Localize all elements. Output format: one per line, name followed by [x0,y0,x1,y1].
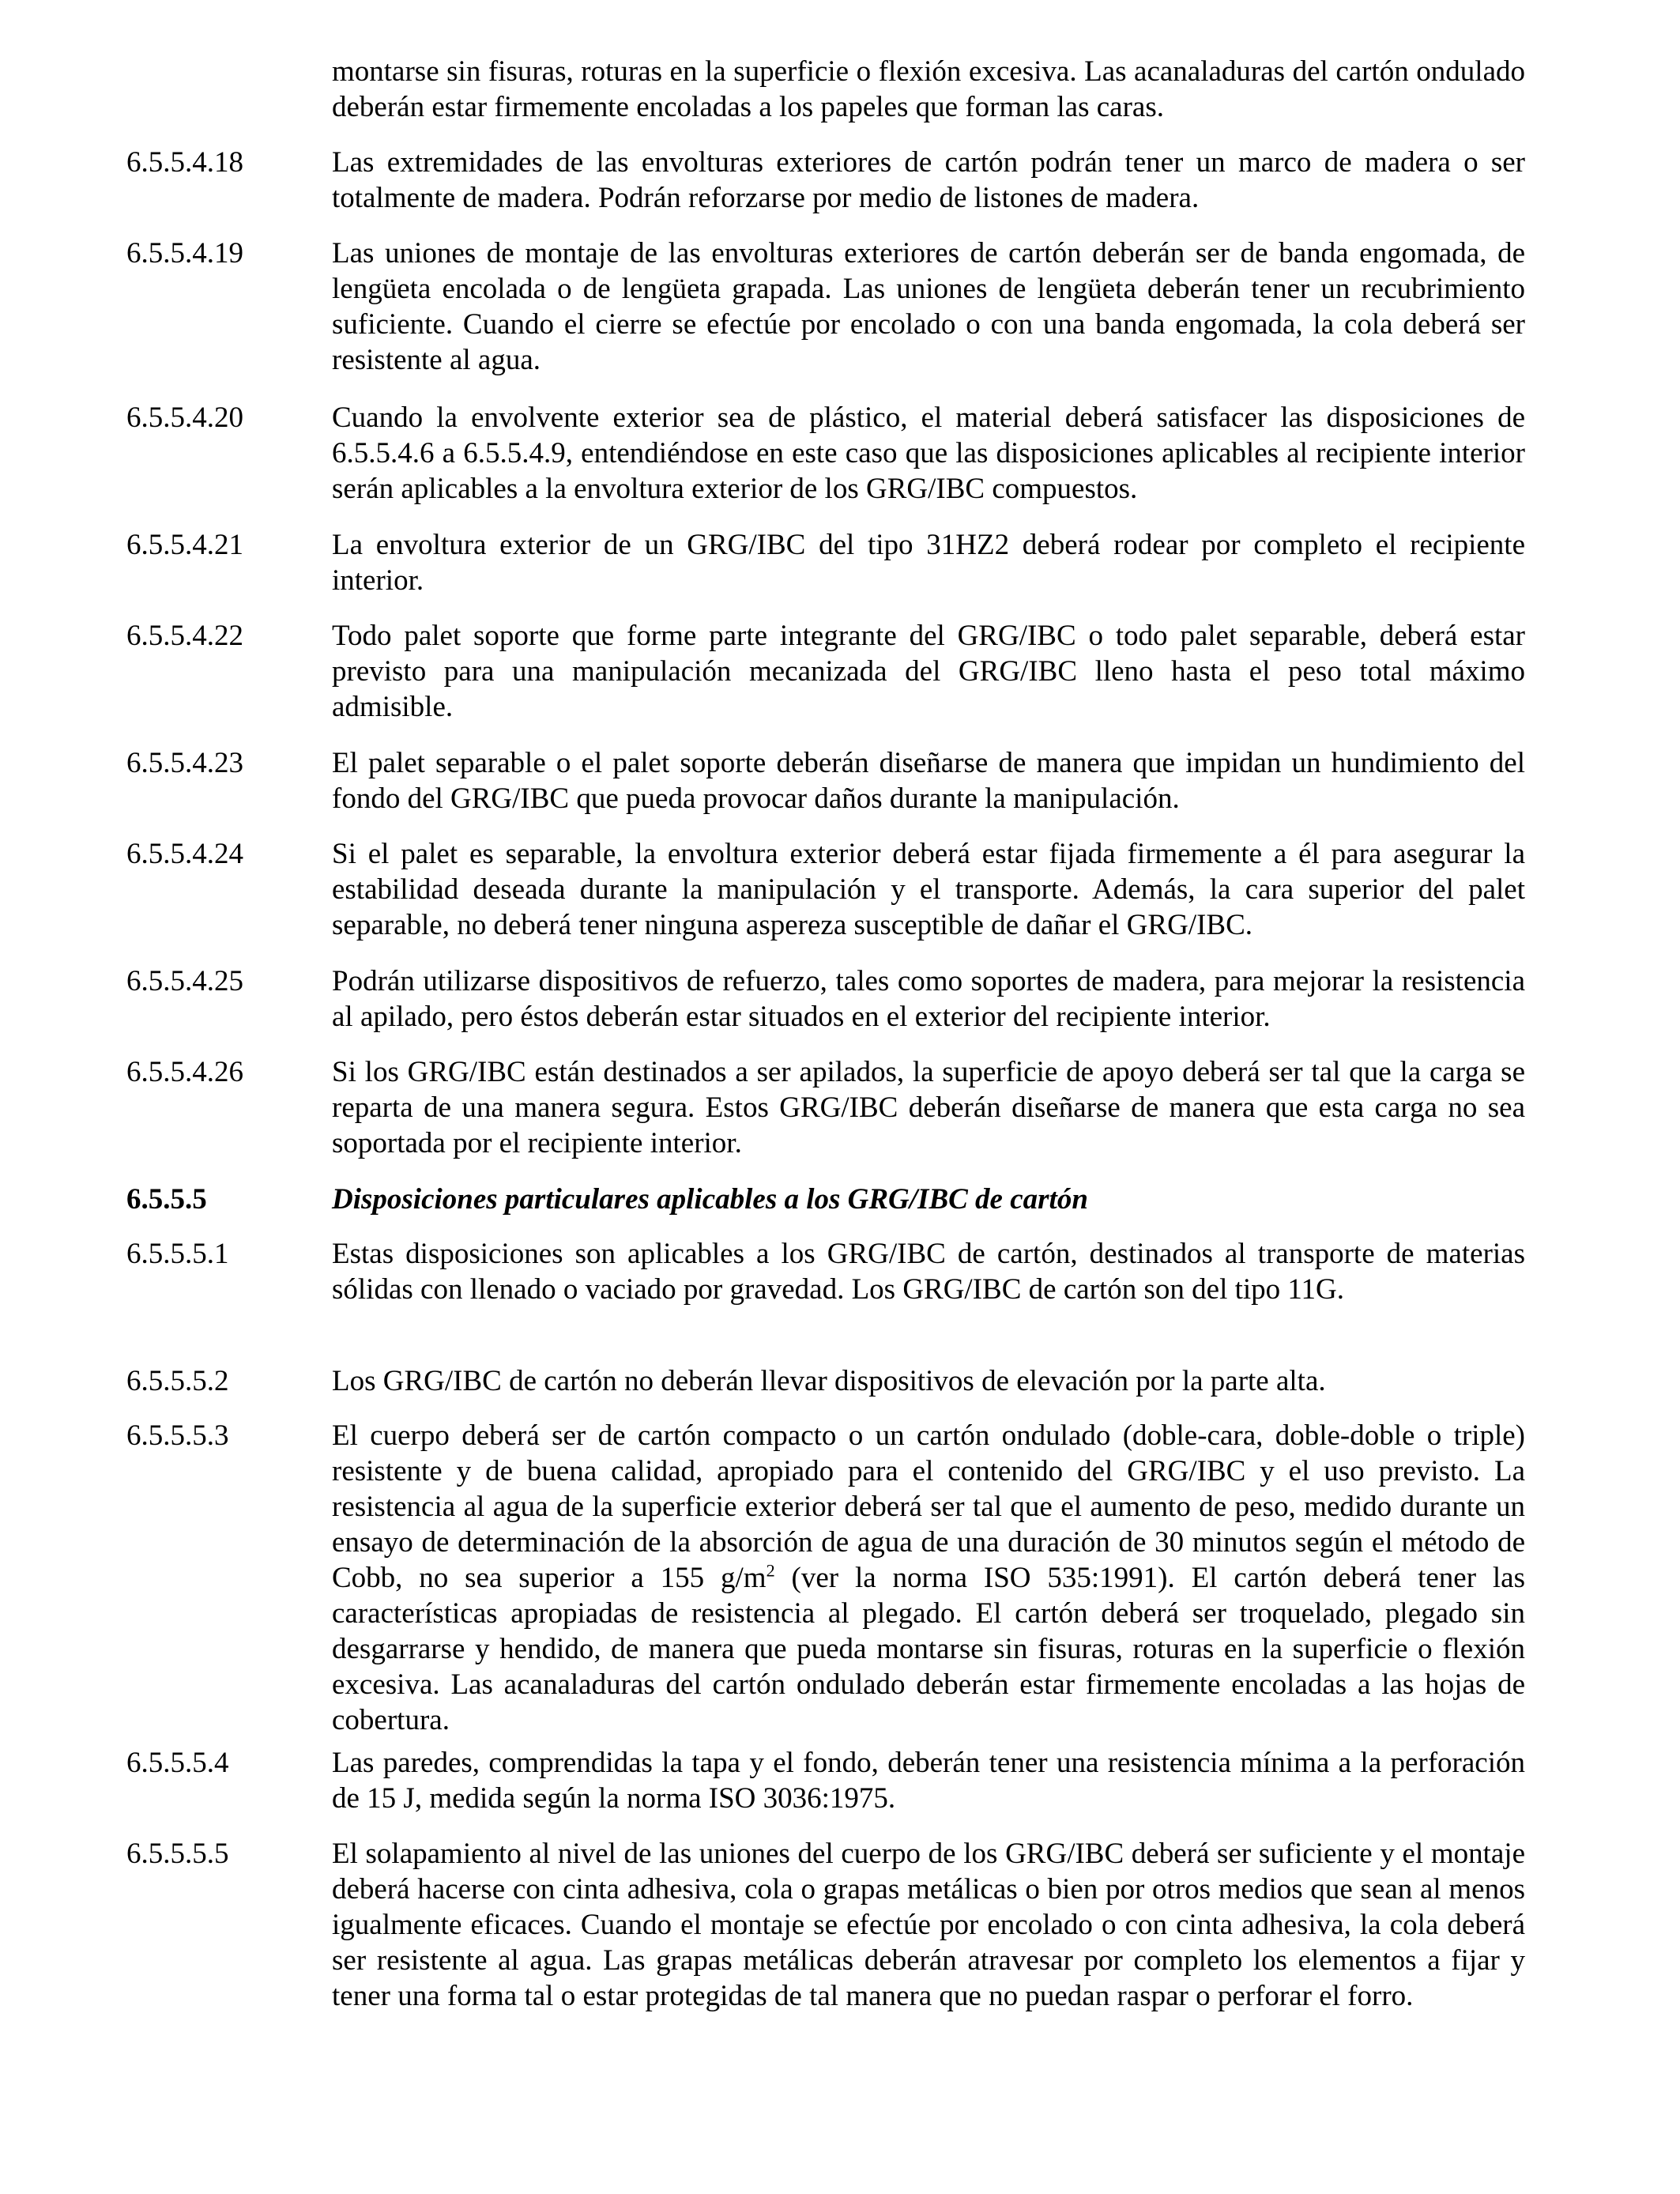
paragraph-text: Las uniones de montaje de las envolturas exteriores de cartón deberán ser de banda engomada, de lengüeta encolada o de lengüeta grapada. Las uniones de lengüeta deberán tener un recubrimiento suficiente. Cuando el cierre se efectúe por encolado o con una banda engomada, la cola deberá ser resistente al agua. [332,237,1525,376]
paragraph-text: Las paredes, comprendidas la tapa y el fondo, deberán tener una resistencia mínima a la perforación de 15 J, medida según la norma ISO 3036:1975. [332,1747,1525,1815]
text-after-superscript: (ver la norma ISO 535:1991). El cartón deberá tener las características apropiadas de resistencia al plegado. El cartón deberá ser troquelado, plegado sin desgarrarse y hendido, de manera que pueda montarse sin fisuras, roturas en la superficie o flexión excesiva. Las acanaladuras del cartón ondulado deberán estar firmemente encoladas a las hojas de cobertura. [332,1562,1525,1736]
paragraph-number: 6.5.5.4.18 [126,146,243,179]
paragraph-text: Estas disposiciones son aplicables a los GRG/IBC de cartón, destinados al transporte de materias sólidas con llenado o vaciado por gravedad. Los GRG/IBC de cartón son del tipo 11G. [332,1238,1525,1306]
paragraph-number: 6.5.5.5.1 [126,1238,229,1270]
paragraph-text: montarse sin fisuras, roturas en la superficie o flexión excesiva. Las acanaladuras del cartón ondulado deberán estar firmemente encoladas a los papeles que forman las caras. [332,55,1525,123]
paragraph-text: Los GRG/IBC de cartón no deberán llevar dispositivos de elevación por la parte alta. [332,1365,1326,1397]
paragraph-number: 6.5.5.5.4 [126,1747,229,1779]
heading-number: 6.5.5.5 [126,1183,207,1216]
paragraph-number: 6.5.5.4.21 [126,529,243,561]
paragraph-text: Podrán utilizarse dispositivos de refuerzo, tales como soportes de madera, para mejorar la resistencia al apilado, pero éstos deberán estar situados en el exterior del recipiente interior. [332,965,1525,1033]
paragraph-text: La envoltura exterior de un GRG/IBC del tipo 31HZ2 deberá rodear por completo el recipiente interior. [332,529,1525,597]
paragraph-number: 6.5.5.4.24 [126,838,243,870]
paragraph-text: Las extremidades de las envolturas exteriores de cartón podrán tener un marco de madera o ser totalmente de madera. Podrán reforzarse por medio de listones de madera. [332,146,1525,214]
paragraph-text: Si el palet es separable, la envoltura exterior deberá estar fijada firmemente a él para asegurar la estabilidad deseada durante la manipulación y el transporte. Además, la cara superior del palet separable, no deberá tener ninguna aspereza susceptible de dañar el GRG/IBC. [332,838,1525,941]
paragraph-number: 6.5.5.4.25 [126,965,243,997]
paragraph-text: El solapamiento al nivel de las uniones del cuerpo de los GRG/IBC deberá ser suficiente y el montaje deberá hacerse con cinta adhesiva, cola o grapas metálicas o bien por otros medios que sean al menos igualmente eficaces. Cuando el montaje se efectúe por encolado o con cinta adhesiva, la cola deberá ser resistente al agua. Las grapas metálicas deberán atravesar por completo los elementos a fijar y tener una forma tal o estar protegidas de tal manera que no puedan raspar o perforar el forro. [332,1838,1525,2012]
paragraph-text: El palet separable o el palet soporte deberán diseñarse de manera que impidan un hundimiento del fondo del GRG/IBC que pueda provocar daños durante la manipulación. [332,747,1525,815]
paragraph-text [332,1418,1525,1738]
paragraph-text: Si los GRG/IBC están destinados a ser apilados, la superficie de apoyo deberá ser tal que la carga se reparta de una manera segura. Estos GRG/IBC deberán diseñarse de manera que esta carga no sea soportada por el recipiente interior. [332,1056,1525,1159]
heading-title: Disposiciones particulares aplicables a los GRG/IBC de cartón [332,1183,1088,1216]
text-before-superscript: El cuerpo deberá ser de cartón compacto o un cartón ondulado (doble-cara, doble-doble o triple) resistente y de buena calidad, apropiado para el contenido del GRG/IBC y el uso previsto. La resistencia al agua de la superficie exterior deberá ser tal que el aumento de peso, medido durante un ensayo de determinación de la absorción de agua de una duración de 30 minutos según el método de Cobb, no sea superior a 155 g/m [332,1419,1525,1594]
paragraph-number: 6.5.5.4.20 [126,401,243,434]
paragraph-number: 6.5.5.5.5 [126,1838,229,1870]
paragraph-text: Todo palet soporte que forme parte integrante del GRG/IBC o todo palet separable, deberá estar previsto para una manipulación mecanizada del GRG/IBC lleno hasta el peso total máximo admisible. [332,620,1525,723]
superscript-exponent: 2 [766,1560,775,1581]
paragraph-number: 6.5.5.4.22 [126,620,243,652]
paragraph-number: 6.5.5.5.2 [126,1365,229,1397]
paragraph-text: Cuando la envolvente exterior sea de plástico, el material deberá satisfacer las disposiciones de 6.5.5.4.6 a 6.5.5.4.9, entendiéndose en este caso que las disposiciones aplicables al recipiente interior serán aplicables a la envoltura exterior de los GRG/IBC compuestos. [332,401,1525,505]
paragraph-number: 6.5.5.5.3 [126,1419,229,1452]
paragraph-number: 6.5.5.4.23 [126,747,243,779]
paragraph-number: 6.5.5.4.19 [126,237,243,270]
paragraph-number: 6.5.5.4.26 [126,1056,243,1088]
